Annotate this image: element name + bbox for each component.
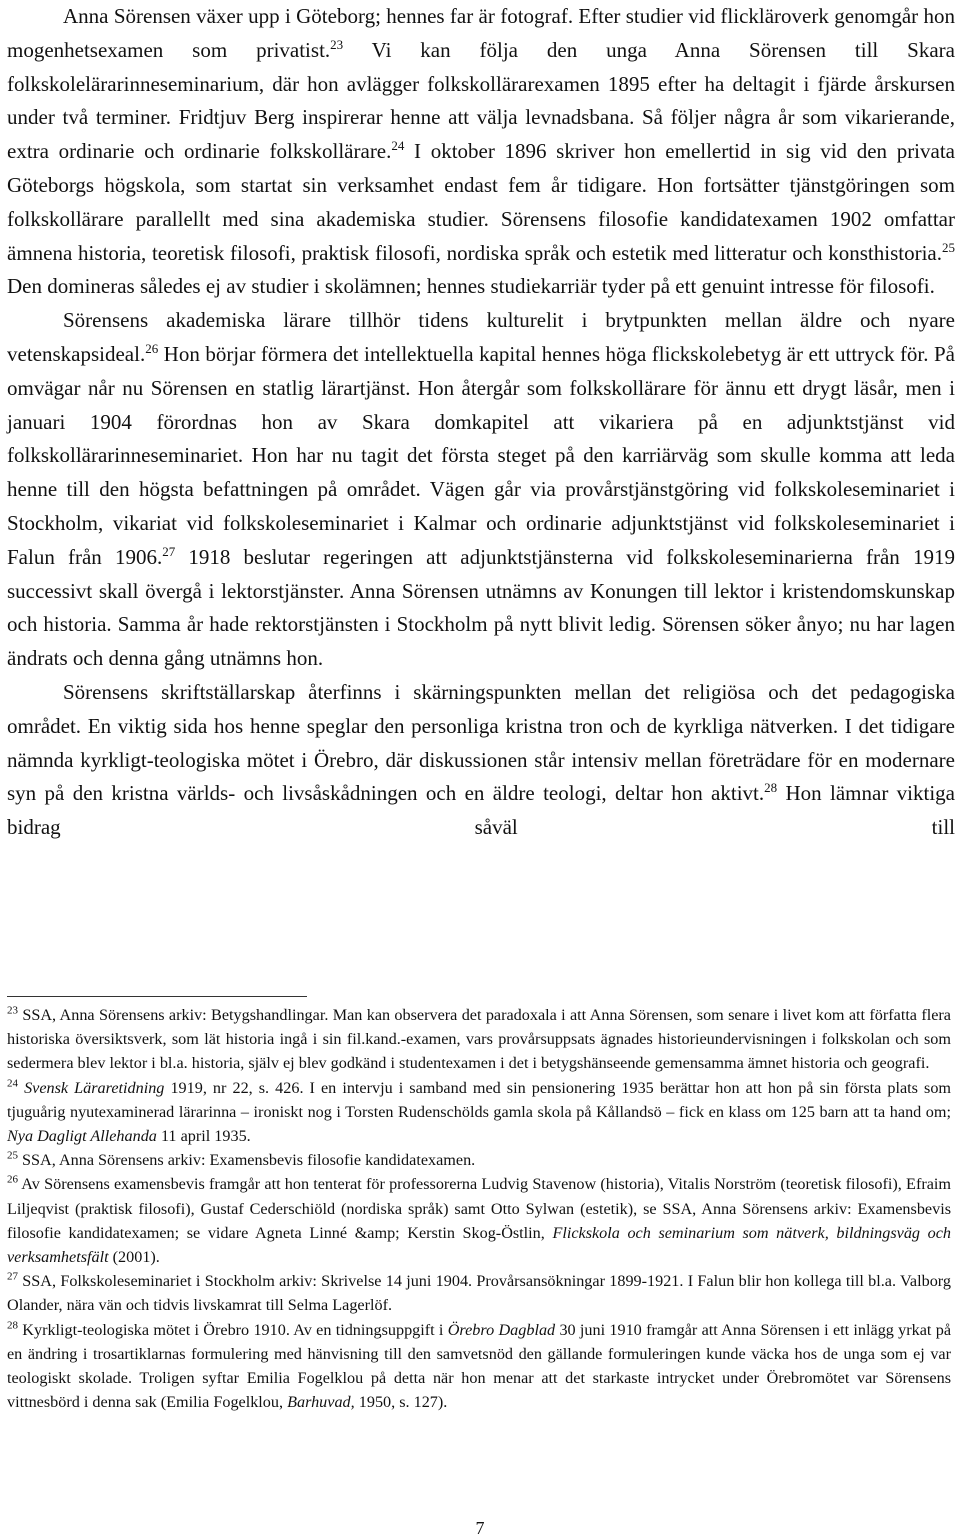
text-run: Anna Sörensen växer upp i Göteborg; hennes far är fotograf. Efter studier vid flickläroverk genomgår hon mogenhetsexamen som privatist. [7,4,955,62]
footnote-text: 1950, s. 127). [354,1393,448,1412]
footnote-text: SSA, Anna Sörensens arkiv: Betygshandlingar. Man kan observera det paradoxala i att Anna Sörensen, som senare i livet kom att författa flera historiska översiktsverk, som lät historia ingå i sin fil.kand.-examen, vars provårsuppsats ägnades historieundervisningen i folkskolan och som sedermera blev lektor i bl.a. historia, själv ej blev godkänd i studentexamen i det i betygshänseende gemensamma ämnet historia och geografi. [7,1006,951,1073]
paragraph-2 [7,304,955,676]
footnote-text: 30 juni 1910 framgår att Anna Sörensen i ett inlägg yrkat på en ändring i trosartiklarnas formulering med hänvisning till den samvetsnöd den gällande formuleringen kunde väcka hos de unga som ej var teologiskt skolade. Troligen syftar Emilia Fogelklou på detta när hon menar att det starkaste intrycket under Örebromötet var Sörensens vittnesbörd i denna sak (Emilia Fogelklou, [7,1320,952,1412]
footnotes [7,1003,951,1414]
footnote-ref-24[interactable]: 24 [391,138,405,154]
footnote-ref-28[interactable]: 28 [764,780,778,796]
footnote-ref-25[interactable]: 25 [942,239,955,255]
footnote-italic: Barhuvad, [287,1393,355,1412]
footnote-26 [7,1172,951,1269]
footnote-ref-26[interactable]: 26 [145,340,159,356]
text-run: Sörensens akademiska lärare tillhör tidens kulturelit i brytpunkten mellan äldre och nyare vetenskapsideal. [7,308,955,366]
text-run: Sörensens skriftställarskap återfinns i skärningspunkten mellan det religiösa och det pedagogiska området. En viktig sida hos henne speglar den personliga kristna tron och de kyrkliga nätverken. I det tidigare nämnda kyrkligt-teologiska mötet i Örebro, där diskussionen står intensiv mellan företrädare för en modernare syn på den kristna världs- och livsåskådningen och en äldre teologi, deltar hon aktivt. [7,679,955,806]
footnote-separator [7,996,307,997]
footnote-italic: Nya Dagligt Allehanda [7,1127,157,1146]
text-run: I oktober 1896 skriver hon emellertid in sig vid den privata Göteborgs högskola, som startat sin verksamhet endast fem år tidigare. Hon fortsätter tjänstgöringen som folkskollärare parallellt med sina akademiska studier. Sörensens filosofie kandidatexamen 1902 omfattar ämnena historia, teoretisk filosofi, praktisk filosofi, nordiska språk och estetik med litteratur och konsthistoria. [7,139,955,265]
footnote-ref-23[interactable]: 23 [330,36,344,52]
footnote-text: (2001). [108,1248,160,1267]
footnote-text: Av Sörensens examensbevis framgår att hon tenterat för professorerna Ludvig Stavenow (historia), Vitalis Norström (teoretisk filosofi), Efraim Liljeqvist (praktisk filosofi), Gustaf Cederschiöld (nordiska språk) samt Otto Sylwan (estetik), se SSA, Anna Sörensens arkiv: Examensbevis filosofie kandidatexamen; se vidare Agneta Linné &amp; Kerstin Skog-Östlin, [7,1175,951,1242]
body-text [7,0,955,845]
text-run: Hon lämnar viktiga bidrag såväl till [7,781,955,840]
footnote-27 [7,1269,951,1317]
footnote-number: 26 [7,1174,18,1187]
footnote-number: 24 [7,1077,18,1090]
footnote-25 [7,1148,951,1172]
footnote-text: SSA, Anna Sörensens arkiv: Examensbevis filosofie kandidatexamen. [18,1151,476,1170]
footnote-ref-27[interactable]: 27 [162,543,176,559]
footnote-text: 11 april 1935. [156,1127,251,1146]
page-number: 7 [475,1518,485,1538]
text-run: Hon börjar förmera det intellektuella kapital hennes höga flickskolebetyg är ett uttryck för. På omvägar når nu Sörensen en statlig lärartjänst. Hon återgår som folkskollärare för ännu ett drygt läsår, men i januari 1904 förordnas hon av Skara domkapitel att vikariera på en adjunktstjänst vid folkskollärarinneseminariet. Hon har nu tagit det första steget på den karriärväg som skulle komma att leda henne till den högsta befattningen på området. Vägen går via provårstjänstgöring vid folkskoleseminariet i Stockholm, vikariat vid folkskoleseminariet i Kalmar och ordinarie adjunktstjänst vid folkskoleseminariet i Falun från 1906. [7,341,955,569]
footnote-italic: Svensk Läraretidning [24,1078,165,1097]
footnote-italic: Örebro Dagblad [447,1320,556,1339]
text-run: Vi kan följa den unga Anna Sörensen till Skara folkskolelärarinneseminarium, där hon avlägger folkskollärarexamen 1895 efter ha deltagit i fjärde årskursen under två terminer. Fridtjuv Berg inspirerar henne att välja levnadsbana. Så följer några år som vikarierande, extra ordinarie och ordinarie folkskollärare. [7,37,955,164]
footnote-23 [7,1003,951,1076]
text-run: Den domineras således ej av studier i skolämnen; hennes studiekarriär tyder på ett genuint intresse för filosofi. [7,274,935,299]
footnote-28 [7,1318,951,1415]
footnote-text: SSA, Folkskoleseminariet i Stockholm arkiv: Skrivelse 14 juni 1904. Provårsansökningar 1899-1921. I Falun blir hon kollega till bl.a. Valborg Olander, nära vän och tidvis livskamrat till Selma Lagerlöf. [7,1272,951,1315]
footnote-24 [7,1076,951,1149]
footnote-number: 25 [7,1149,18,1162]
footnote-number: 28 [7,1319,18,1332]
text-run: 1918 beslutar regeringen att adjunktstjänsterna vid folkskoleseminarierna från 1919 successivt skall övergå i lektorstjänster. Anna Sörensen utnämns av Konungen till lektor i kristendomskunskap och historia. Samma år hade rektorstjänsten i Stockholm på nytt blivit ledig. Sörensen söker ånyo; nu har lagen ändrats och denna gång utnämns hon. [7,544,955,671]
paragraph-1 [7,0,955,304]
footnote-number: 27 [7,1270,18,1283]
paragraph-3 [7,676,955,845]
footnote-text: 1919, nr 22, s. 426. I en intervju i samband med sin pensionering 1935 berättar hon att hon på sin första plats som tjuguårig nyutexaminerad lärarinna – ironiskt nog i Torsten Rudenschölds gamla skola på Kållandsö – fick en klass om 125 barn att ta hand om; [7,1078,952,1121]
footnote-number: 23 [7,1004,18,1017]
footnote-text: Kyrkligt-teologiska mötet i Örebro 1910. Av en tidningsuppgift i [18,1320,448,1339]
footnote-italic: Flickskola och seminarium som nätverk, bildningsväg och verksamhetsfält [7,1223,951,1267]
